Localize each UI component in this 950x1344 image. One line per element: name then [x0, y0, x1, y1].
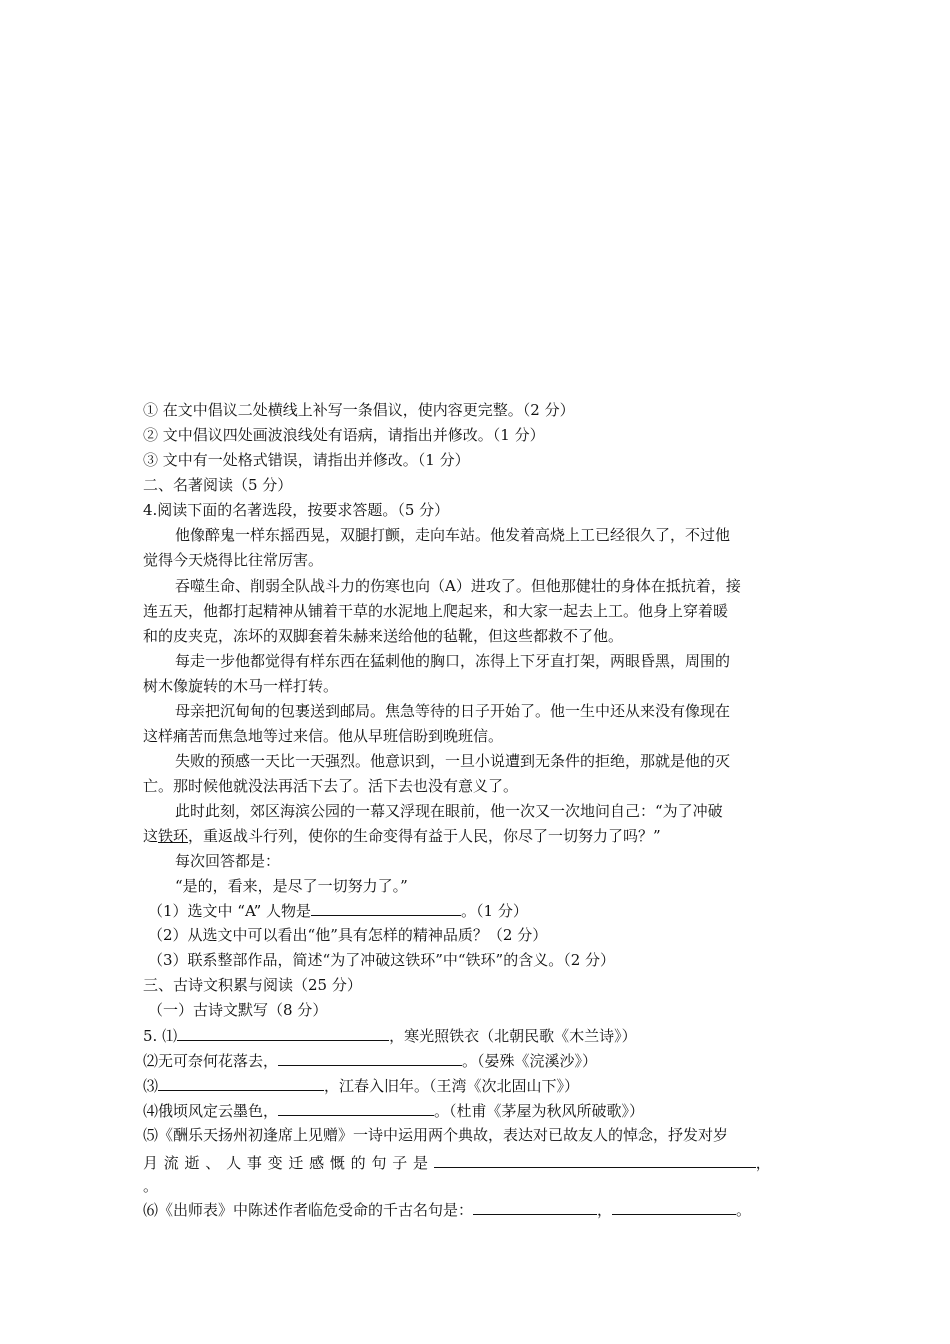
- passage-text: ，重返战斗行列，使你的生命变得有益于人民，你尽了一切努力了吗？”: [188, 827, 661, 845]
- passage-line: 亡。那时候他就没法再活下去了。活下去也没有意义了。: [143, 777, 519, 795]
- answer-blank[interactable]: [278, 1050, 462, 1066]
- answer-blank[interactable]: [278, 1100, 434, 1116]
- q4-sub1: [148, 900, 528, 921]
- q3-sub2: ② 文中倡议四处画波浪线处有语病，请指出并修改。（1 分）: [143, 426, 545, 444]
- answer-blank[interactable]: [473, 1199, 597, 1215]
- answer-blank[interactable]: [434, 1152, 756, 1168]
- q5-5-comma: ，: [755, 1154, 771, 1172]
- q5-2-source: 。（晏殊《浣溪沙》）: [462, 1052, 598, 1070]
- passage-line: 每次回答都是：: [175, 852, 281, 870]
- section3-heading: 三、古诗文积累与阅读（25 分）: [143, 976, 362, 994]
- passage-line: 每走一步他都觉得有样东西在猛刺他的胸口，冻得上下牙直打架，两眼昏黑，周围的: [175, 652, 731, 670]
- q5-5-text: 月 流 逝 、 人 事 变 迁 感 慨 的 句 子 是: [143, 1154, 428, 1172]
- section2-heading: 二、名著阅读（5 分）: [143, 476, 293, 494]
- q5-4-text: ⑷俄顷风定云墨色，: [143, 1102, 279, 1120]
- passage-line: 吞噬生命、削弱全队战斗力的伤寒也向（A）进攻了。但他那健壮的身体在抵抗着，接: [175, 577, 741, 595]
- q5-3-text: ，江春入旧年。（王湾《次北固山下》）: [324, 1077, 580, 1095]
- q5-5-line3: 。: [143, 1177, 159, 1195]
- q5-6-comma: ，: [597, 1201, 613, 1219]
- answer-blank[interactable]: [311, 900, 461, 916]
- section3-subheading: （一）古诗文默写（8 分）: [148, 1001, 328, 1019]
- answer-blank[interactable]: [158, 1075, 324, 1091]
- passage-line: 树木像旋转的木马一样打转。: [143, 677, 339, 695]
- answer-blank[interactable]: [177, 1025, 389, 1041]
- q5-4: [143, 1100, 644, 1121]
- q4-sub1-score: 。（1 分）: [461, 902, 528, 920]
- passage-line: 和的皮夹克，冻坏的双脚套着朱赫来送给他的毡靴，但这些都救不了他。: [143, 627, 624, 645]
- passage-line: 失败的预感一天比一天强烈。他意识到，一旦小说遭到无条件的拒绝，那就是他的灭: [175, 752, 731, 770]
- q5-5-line2: [143, 1152, 771, 1173]
- passage-text: 这: [143, 827, 159, 845]
- q4-stem: 4.阅读下面的名著选段，按要求答题。（5 分）: [143, 501, 450, 519]
- q5-3: [143, 1075, 579, 1096]
- q5-6-end: 。: [736, 1201, 752, 1219]
- q4-sub2: （2）从选文中可以看出“他”具有怎样的精神品质？（2 分）: [148, 926, 548, 944]
- passage-line-12: [143, 826, 661, 846]
- q4-sub1-text: （1）选文中 “A” 人物是: [148, 902, 312, 920]
- passage-line: 母亲把沉甸甸的包裹送到邮局。焦急等待的日子开始了。他一生中还从来没有像现在: [175, 702, 731, 720]
- iron-ring-underlined: 铁环: [158, 827, 189, 845]
- passage-line: 觉得今天烧得比往常厉害。: [143, 551, 324, 569]
- passage-line: 连五天，他都打起精神从铺着干草的水泥地上爬起来，和大家一起去上工。他身上穿着暖: [143, 602, 729, 620]
- q5-3-number: ⑶: [143, 1077, 159, 1095]
- answer-blank[interactable]: [612, 1199, 736, 1215]
- passage-line: 此时此刻，郊区海滨公园的一幕又浮现在眼前，他一次又一次地问自己：“为了冲破: [175, 802, 723, 820]
- q5-6: [143, 1199, 751, 1220]
- q5-1-text: ，寒光照铁衣（北朝民歌《木兰诗》）: [389, 1027, 637, 1045]
- passage-line: 这样痛苦而焦急地等过来信。他从早班信盼到晚班信。: [143, 727, 504, 745]
- passage-line: “是的，看来，是尽了一切努力了。”: [175, 877, 408, 895]
- q3-sub3: ③ 文中有一处格式错误，请指出并修改。（1 分）: [143, 451, 470, 469]
- q5-2: [143, 1050, 597, 1071]
- q5-6-text: ⑹《出师表》中陈述作者临危受命的千古名句是：: [143, 1201, 474, 1219]
- q5-1-number: 5. ⑴: [143, 1027, 178, 1045]
- q3-sub1: ① 在文中倡议二处横线上补写一条倡议，使内容更完整。（2 分）: [143, 401, 575, 419]
- q5-1: [143, 1025, 637, 1046]
- q4-sub3: （3）联系整部作品，简述“为了冲破这铁环”中“铁环”的含义。（2 分）: [148, 951, 616, 969]
- q5-5-line1: ⑸《酬乐天扬州初逢席上见赠》一诗中运用两个典故，表达对已故友人的悼念，抒发对岁: [143, 1126, 729, 1144]
- passage-line: 他像醉鬼一样东摇西晃，双腿打颤，走向车站。他发着高烧上工已经很久了，不过他: [175, 526, 731, 544]
- q5-4-source: 。（杜甫《茅屋为秋风所破歌》）: [434, 1102, 645, 1120]
- q5-2-text: ⑵无可奈何花落去，: [143, 1052, 279, 1070]
